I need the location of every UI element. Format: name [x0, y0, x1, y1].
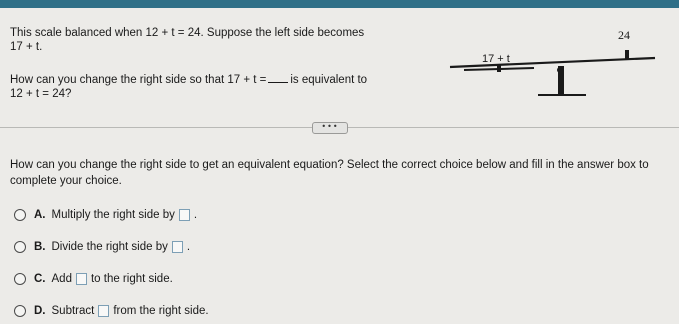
question-line-2: 17 + t. — [10, 41, 43, 53]
question-text — [10, 26, 410, 115]
scale-beam — [450, 58, 655, 67]
question-line-1: This scale balanced when 12 + t = 24. Suppose the left side becomes — [10, 27, 365, 39]
choice-c-radio[interactable] — [14, 273, 26, 285]
choice-d-letter: D. — [34, 305, 46, 317]
choice-c-text: Add — [51, 273, 72, 285]
choice-b[interactable] — [14, 238, 190, 256]
choice-a[interactable] — [14, 206, 197, 224]
choice-b-radio[interactable] — [14, 241, 26, 253]
scale-post — [558, 66, 564, 96]
top-bar — [0, 0, 679, 8]
question-line-4: 12 + t = 24? — [10, 88, 72, 100]
choice-d-radio[interactable] — [14, 305, 26, 317]
right-pan-label: 24 — [618, 28, 630, 42]
question-line-3-end: is equivalent to — [290, 74, 368, 86]
choice-d[interactable] — [14, 302, 209, 320]
left-pan-label: 17 + t — [482, 53, 510, 65]
choice-a-letter: A. — [34, 209, 46, 221]
choice-c[interactable] — [14, 270, 173, 288]
more-button[interactable]: ••• — [312, 122, 348, 134]
choice-a-text: Multiply the right side by — [51, 209, 175, 221]
choice-a-radio[interactable] — [14, 209, 26, 221]
choice-c-answer-box[interactable] — [76, 273, 87, 285]
choice-c-letter: C. — [34, 273, 46, 285]
choice-b-letter: B. — [34, 241, 46, 253]
choice-b-text: Divide the right side by — [51, 241, 168, 253]
question-blank — [268, 72, 288, 83]
choice-a-text-end: . — [193, 209, 198, 221]
choice-d-text: Subtract — [51, 305, 95, 317]
scale-left-pan — [464, 68, 534, 70]
choice-b-text-end: . — [186, 241, 191, 253]
choice-a-answer-box[interactable] — [179, 209, 190, 221]
balance-scale-figure — [440, 20, 679, 110]
choice-d-text-end: from the right side. — [113, 305, 209, 317]
choice-c-text-end: to the right side. — [90, 273, 173, 285]
prompt-text: How can you change the right side to get an equivalent equation? Select the correct choice below and fill in the answer box to complete your choice. — [10, 159, 649, 187]
question-line-3: How can you change the right side so that 17 + t = — [10, 74, 267, 86]
choice-b-answer-box[interactable] — [172, 241, 183, 253]
choice-d-answer-box[interactable] — [98, 305, 109, 317]
